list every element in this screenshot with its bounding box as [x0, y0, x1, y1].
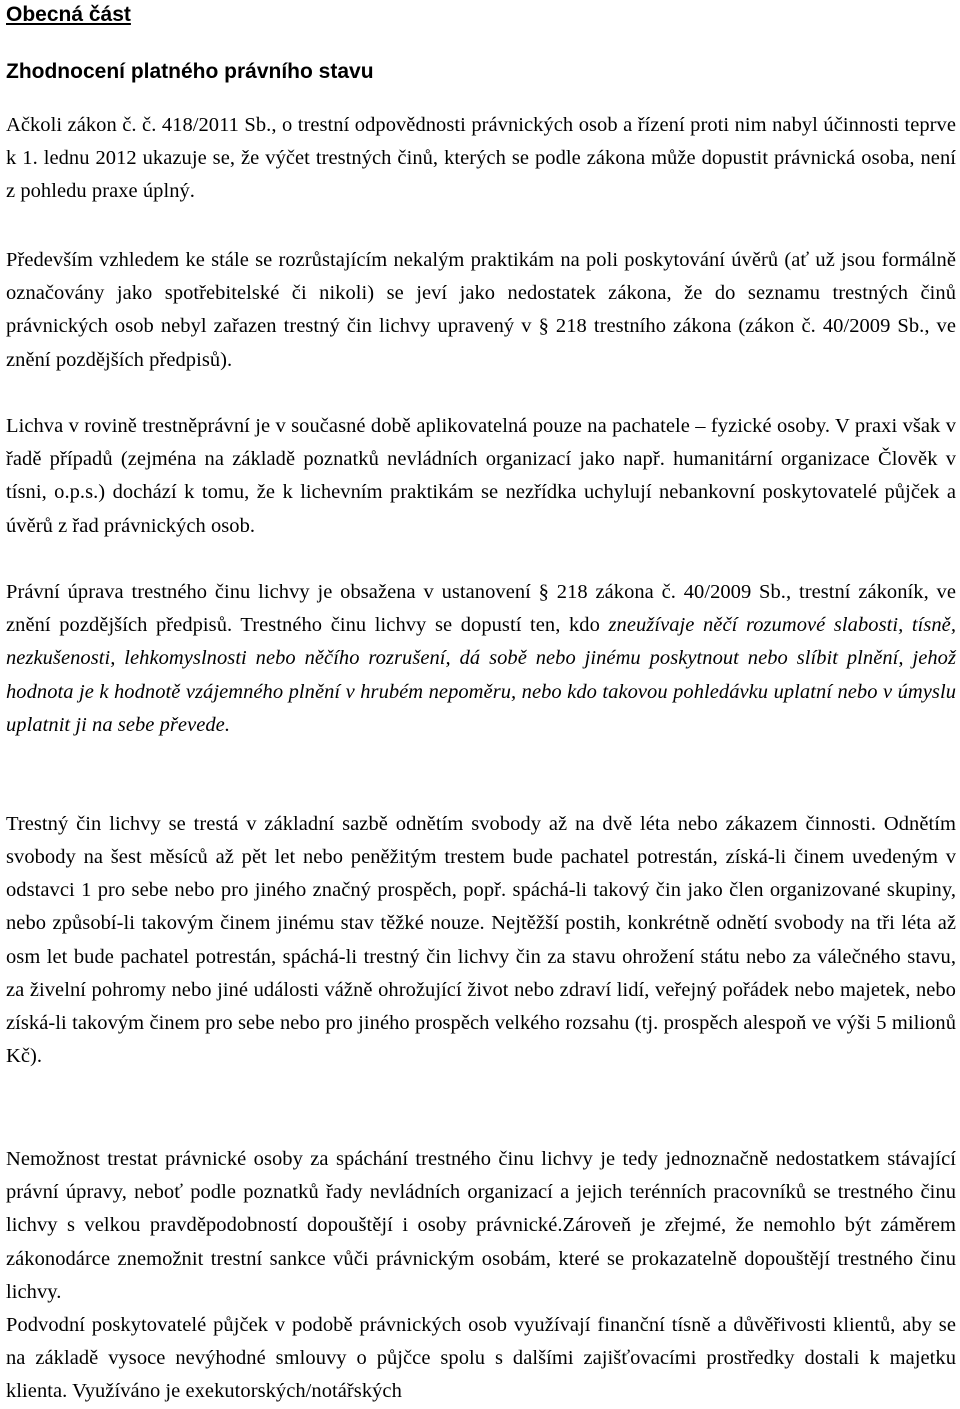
paragraph-usury-gap: Především vzhledem ke stále se rozrůstajícím nekalým praktikám na poli poskytování úvěrů (ať už jsou formálně označovány jako spotřebitelské či nikoli) se jeví jako nedostatek zákona, že do seznamu trestných činů právnických osob nebyl zařazen trestný čin lichvy upravený v § 218 trestního zákona (zákon č. 40/2009 Sb., ve znění pozdějších předpisů).: [6, 249, 956, 371]
section-title: Obecná část: [6, 3, 131, 26]
legal-definition-lead: Právní úprava trestného činu lichvy je obsažena v ustanovení § 218 zákona č. 40/2009 Sb., trestní zákoník, ve znění pozdějších předpisů. Trestného činu lichvy se dopustí ten, kdo: [6, 581, 956, 637]
paragraph-penalties: Trestný čin lichvy se trestá v základní sazbě odnětím svobody až na dvě léta nebo zákazem činnosti. Odnětím svobody na šest měsíců až pět let nebo peněžitým trestem bude pachatel potrestán, získá-li činem uvedeným v odstavci 1 pro sebe nebo pro jiného značný prospěch, popř. spáchá-li takový čin jako člen organizované skupiny, nebo způsobí-li takovým činem jinému stav těžké nouze. Nejtěžší postih, konkrétně odnětí svobody na tři léta až osm let bude pachatel potrestán, spáchá-li trestný čin lichvy čin za stavu ohrožení státu nebo za válečného stavu, za živelní pohromy nebo jiné události vážně ohrožující život nebo zdraví lidí, veřejný pořádek nebo majetek, nebo získá-li takovým činem pro sebe nebo pro jiného prospěch velkého rozsahu (tj. prospěch alespoň ve výši 5 milionů Kč).: [6, 813, 956, 1068]
paragraph-intro: Ačkoli zákon č. č. 418/2011 Sb., o trestní odpovědnosti právnických osob a řízení proti nim nabyl účinnosti teprve k 1. lednu 2012 ukazuje se, že výčet trestných činů, kterých se podle zákona může dopustit právnická osoba, není z pohledu praxe úplný.: [6, 114, 956, 203]
legal-definition-quote: zneužívaje něčí rozumové slabosti, tísně, nezkušenosti, lehkomyslnosti nebo něčího rozrušení, dá sobě nebo jinému poskytnout nebo slíbit plnění, jehož hodnota je k hodnotě vzájemného plnění v hrubém nepoměru, nebo kdo takovou pohledávku uplatní nebo v úmyslu uplatnit ji na sebe převede.: [6, 614, 957, 736]
paragraph-legal-definition: [6, 576, 956, 742]
paragraph-fraudulent-lenders: Podvodní poskytovatelé půjček v podobě právnických osob využívají finanční tísně a důvěřivosti klientů, aby se na základě vysoce nevýhodné smlouvy o půjčce spolu s dalšími zajišťovacími prostředky dostali k majetku klienta. Využíváno je exekutorských/notářských: [6, 1314, 956, 1403]
subsection-title: Zhodnocení platného právního stavu: [6, 60, 374, 83]
paragraph-conclusion: Nemožnost trestat právnické osoby za spáchání trestného činu lichvy je tedy jednoznačně nedostatkem stávající právní úpravy, neboť podle poznatků řady nevládních organizací a jejich terénních pracovníků se trestného činu lichvy s velkou pravděpodobností dopouštějí i osoby právnické.Zároveň je zřejmé, že nemohlo být záměrem zákonodárce znemožnit trestní sankce vůči právnickým osobám, které se prokazatelně dopouštějí trestného činu lichvy.: [6, 1148, 956, 1303]
paragraph-usury-natural-persons: Lichva v rovině trestněprávní je v současné době aplikovatelná pouze na pachatele – fyzické osoby. V praxi však v řadě případů (zejména na základě poznatků nevládních organizací jako např. humanitární organizace Člověk v tísni, o.p.s.) dochází k tomu, že k lichevním praktikám se nezřídka uchylují nebankovní poskytovatelé půjček a úvěrů z řad právnických osob.: [6, 415, 956, 537]
